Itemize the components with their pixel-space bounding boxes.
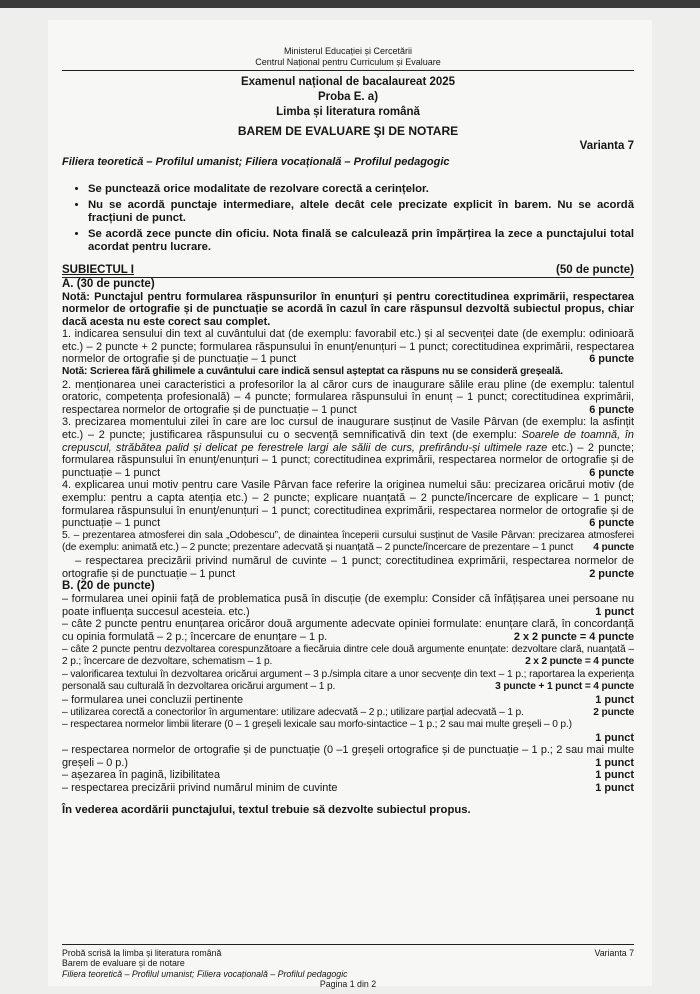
page-footer (62, 944, 634, 990)
b-item-8-points: 1 punct (595, 756, 634, 769)
item-1 (62, 328, 634, 366)
b-item-2 (62, 618, 634, 643)
b-item-2-text: – câte 2 puncte pentru enunțarea oricăror două argumente adecvate opiniei formulate: enunțare clară, în concordanță cu opinia formulată – 2 p.; încercare de enunțare – 1 p. (62, 618, 634, 643)
item-1-note: Notă: Scrierea fără ghilimele a cuvântului care indică sensul așteptat ca răspuns nu se consideră greșeală. (62, 366, 563, 378)
b-item-3-text: – câte 2 puncte pentru dezvoltarea corespunzătoare a fiecăruia dintre cele două argumente enunțate: dezvoltare clară, nuanțată – 2 p.; încercare de dezvoltare, schematism – 1 p. (62, 643, 634, 668)
b-item-4-text: – valorificarea textului în dezvoltarea oricărui argument – 3 p./simpla citare a unor secvențe din text – 1 p.; raportarea la experiența personală sau culturală în dezvoltarea oricărui argument – 1 p. (62, 668, 634, 693)
b-item-7 (62, 719, 634, 732)
item-4-points: 6 puncte (589, 517, 634, 530)
b-item-7-points: 1 punct (595, 731, 634, 744)
subject-title: Limba și literatura română (276, 106, 420, 118)
item-1-points: 6 puncte (589, 353, 634, 366)
subject-points: (50 de puncte) (556, 263, 634, 276)
footer-variant: Varianta 7 (594, 948, 634, 958)
b-item-6-text: – utilizarea corectă a conectorilor în argumentare: utilizare adecvată – 2 p.; utilizare parțial adecvată – 1 p. (62, 706, 524, 718)
rule-item: • Nu se acordă punctaje intermediare, altele decât cele precizate explicit în barem. Nu se acordă fracțiuni de punct. (88, 199, 634, 226)
b-item-9-text: – așezarea în pagină, lizibilitatea (62, 769, 221, 782)
center-name: Centrul Național pentru Curriculum și Evaluare (255, 57, 441, 67)
b-item-4 (62, 669, 634, 694)
footer-exam: Probă scrisă la limba și literatura română (62, 948, 222, 958)
page-number: Pagina 1 din 2 (319, 979, 377, 990)
b-item-9 (62, 769, 634, 782)
b-item-7-points-row (62, 732, 634, 745)
proba-title: Proba E. a) (317, 91, 379, 103)
footer-filiera: Filiera teoretică – Profilul umanist; Filiera vocațională – Profilul pedagogic (62, 968, 348, 979)
barem-title: BAREM DE EVALUARE ŞI DE NOTARE (237, 124, 459, 138)
rule-item: • Se punctează orice modalitate de rezolvare corectă a cerințelor. (88, 183, 634, 197)
b-item-10-text: – respectarea precizării privind numărul minim de cuvinte (62, 782, 338, 795)
section-a-title: A. (30 de puncte) (62, 277, 155, 290)
b-item-8 (62, 744, 634, 769)
header-divider (62, 70, 634, 71)
section-a-note: Notă: Punctajul pentru formularea răspunsurilor în enunțuri și pentru corectitudinea exprimării, respectarea normelor de ortografie și de punctuație se acordă în cazul în care răspunsul dezvoltă subiectul propus, chiar dacă acesta nu este corect sau complet. (62, 290, 634, 328)
item-1-text: 1. indicarea sensului din text al cuvântului dat (de exemplu: favorabil etc.) și al secvenței date (de exemplu: odinioară etc.) – 2 puncte + 2 puncte; formularea răspunsului în enunț/enunțuri – 1 punct; corectitudinea exprimării, respectarea normelor de ortografie și de punctuație – 1 punct (62, 328, 634, 366)
subject-heading: SUBIECTUL I (62, 263, 134, 276)
b-item-9-points: 1 punct (595, 769, 634, 782)
general-rules-list (62, 183, 634, 255)
item-5-points: 4 puncte (593, 542, 634, 554)
item-2-points: 6 puncte (589, 403, 634, 416)
rule-item: • Se acordă zece puncte din oficiu. Nota finală se calculează prin împărțirea la zece a punctajului total acordat pentru lucrare. (88, 228, 634, 255)
item-5 (62, 530, 634, 555)
item-3-text-b: etc.) – 2 puncte; formularea răspunsului în enunț/enunțuri – 1 punct; corectitudinea exprimării, respectarea normelor de ortografie și de punctuație – 1 punct (62, 441, 635, 479)
item-2 (62, 379, 634, 417)
item-2-text: 2. menționarea unei caracteristici a profesorilor la al căror curs de inaugurare sălile erau pline (de exemplu: talentul oratoric, competența profesională) – 4 puncte; formularea răspunsului în enunț – 1 punct; corectitudinea exprimării, respectarea normelor de ortografie și de punctuație – 1 punct (62, 378, 634, 416)
exam-title: Examenul național de bacalaureat 2025 (240, 76, 456, 88)
section-b-title: B. (20 de puncte) (62, 580, 155, 593)
b-item-1-points: 1 punct (595, 605, 634, 618)
b-item-3 (62, 644, 634, 669)
item-5b-points: 2 puncte (589, 567, 634, 580)
item-3-points: 6 puncte (589, 466, 634, 479)
variant-label: Varianta 7 (579, 140, 634, 152)
footer-barem: Barem de evaluare și de notare (62, 958, 185, 969)
item-5-text: 5. – prezentarea atmosferei din sala „Odobescu”, de dinaintea începerii cursului susținut de Vasile Pârvan: precizarea atmosferei (de exemplu: animată etc.) – 2 puncte; prezentare adecvată și nuanțată – 2 puncte/încercare de prezentare – 1 punct (62, 529, 634, 554)
filiera-line: Filiera teoretică – Profilul umanist; Filiera vocațională – Profilul pedagogic (62, 156, 450, 168)
subject-header (62, 263, 634, 278)
b-item-4-points: 3 puncte + 1 punct = 4 puncte (495, 681, 634, 693)
footer-row (62, 948, 634, 958)
b-item-1 (62, 593, 634, 618)
b-item-5-points: 1 punct (595, 693, 634, 706)
b-item-1-text: – formularea unei opinii față de problematica pusă în discuție (de exemplu: Consider că înfățișarea unei persoane nu poate influența succesul acesteia. etc.) (62, 593, 634, 618)
item-4 (62, 479, 634, 529)
item-3-text-a: 3. precizarea momentului zilei în care are loc cursul de inaugurare susținut de Vasile Pârvan (de exemplu: la asfințit etc.) – 2 puncte; justificarea răspunsului cu o secvență semnificativă din text (de exemplu: (62, 416, 634, 442)
b-item-6 (62, 707, 634, 720)
b-item-5 (62, 694, 634, 707)
b-item-10 (62, 782, 634, 795)
b-item-7-text: – respectarea normelor limbii literare (0 – 1 greșeli lexicale sau morfo-sintactice – 1 p.; 2 sau mai multe greșeli – 0 p.) (62, 719, 572, 731)
item-3-quote: Soarele de toamnă, în crepuscul, străbătea palid și delicat pe ferestrele largi ale sălii de curs, prefirându-și ultimele raze (62, 429, 634, 454)
b-item-8-text: – respectarea normelor de ortografie și de punctuație (0 –1 greșeli ortografice și de punctuație – 1 p.; 2 sau mai multe greșeli – 0 p.) (62, 744, 634, 769)
b-item-5-text: – formularea unei concluzii pertinente (62, 693, 244, 706)
item-3 (62, 416, 634, 479)
item-5b-text: – respectarea precizării privind numărul de cuvinte – 1 punct; corectitudinea exprimării, respectarea normelor de ortografie și de punctuație – 1 punct (62, 554, 635, 580)
b-item-10-points: 1 punct (595, 782, 634, 795)
final-note: În vederea acordării punctajului, textul trebuie să dezvolte subiectul propus. (62, 803, 471, 816)
item-5b (62, 555, 634, 580)
b-item-2-points: 2 x 2 puncte = 4 puncte (513, 630, 634, 643)
b-item-6-points: 2 puncte (593, 706, 634, 718)
document-page (48, 20, 652, 990)
item-4-text: 4. explicarea unui motiv pentru care Vasile Pârvan face referire la originea numelui său: precizarea oricărui motiv (de exemplu: pentru a capta atenția etc.) – 2 puncte; explicare nuanțată – 2 puncte/încercare de explicare – 1 punct; formularea răspunsului în enunț/enunțuri – 1 punct; corectitudinea exprimării, respectarea normelor de ortografie și de punctuație – 1 punct (62, 479, 634, 530)
top-bar (0, 0, 700, 8)
ministry-name: Ministerul Educației și Cercetării (283, 46, 413, 56)
b-item-3-points: 2 x 2 puncte = 4 puncte (525, 656, 634, 668)
